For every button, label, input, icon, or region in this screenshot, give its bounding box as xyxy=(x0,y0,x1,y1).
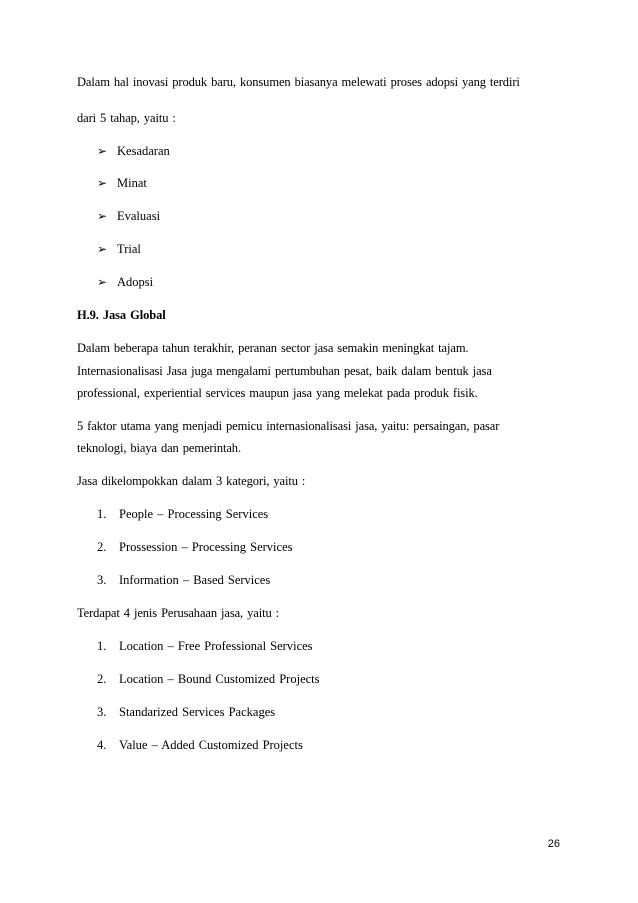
list-item xyxy=(97,704,275,720)
list-number: 3. xyxy=(97,573,107,587)
list-item-text: Value – Added Customized Projects xyxy=(119,738,303,752)
list-item-text: Evaluasi xyxy=(117,209,161,223)
types-intro: Terdapat 4 jenis Perusahaan jasa, yaitu : xyxy=(77,606,279,620)
arrow-bullet-icon: ➢ xyxy=(97,144,108,158)
paragraph-1-line-3: professional, experiential services maupun jasa yang melekat pada produk fisik. xyxy=(77,386,478,400)
list-item xyxy=(97,572,270,588)
list-item-text: Location – Free Professional Services xyxy=(119,639,313,653)
list-item xyxy=(97,506,268,522)
list-number: 1. xyxy=(97,507,107,521)
list-item-text: People – Processing Services xyxy=(119,507,269,521)
list-item-text: Minat xyxy=(117,176,147,190)
paragraph-2-line-2: teknologi, biaya dan pemerintah. xyxy=(77,441,241,455)
list-number: 2. xyxy=(97,672,107,686)
list-item-text: Adopsi xyxy=(117,275,154,289)
list-item xyxy=(97,274,153,290)
categories-intro: Jasa dikelompokkan dalam 3 kategori, yaitu : xyxy=(77,474,306,488)
list-number: 1. xyxy=(97,639,107,653)
list-item-text: Kesadaran xyxy=(117,144,170,158)
arrow-bullet-icon: ➢ xyxy=(97,275,108,289)
arrow-bullet-icon: ➢ xyxy=(97,176,108,190)
paragraph-1-line-1: Dalam beberapa tahun terakhir, peranan sector jasa semakin meningkat tajam. xyxy=(77,341,469,355)
list-item xyxy=(97,737,303,753)
list-number: 3. xyxy=(97,705,107,719)
list-item xyxy=(97,671,320,687)
page-number: 26 xyxy=(547,838,560,850)
list-number: 2. xyxy=(97,540,107,554)
list-item xyxy=(97,539,292,555)
intro-line-2: dari 5 tahap, yaitu : xyxy=(77,111,176,125)
list-item-text: Prossession – Processing Services xyxy=(119,540,293,554)
list-item-text: Trial xyxy=(117,242,141,256)
arrow-bullet-icon: ➢ xyxy=(97,242,108,256)
list-item xyxy=(97,143,170,159)
list-item xyxy=(97,175,147,191)
list-item xyxy=(97,241,141,257)
paragraph-2-line-1: 5 faktor utama yang menjadi pemicu internasionalisasi jasa, yaitu: persaingan, pasar xyxy=(77,419,500,433)
list-item-text: Location – Bound Customized Projects xyxy=(119,672,320,686)
section-heading: H.9. Jasa Global xyxy=(77,308,166,322)
list-item xyxy=(97,208,160,224)
list-number: 4. xyxy=(97,738,107,752)
list-item xyxy=(97,638,313,654)
intro-line-1: Dalam hal inovasi produk baru, konsumen biasanya melewati proses adopsi yang terdiri xyxy=(77,75,520,89)
arrow-bullet-icon: ➢ xyxy=(97,209,108,223)
paragraph-1-line-2: Internasionalisasi Jasa juga mengalami pertumbuhan pesat, baik dalam bentuk jasa xyxy=(77,364,492,378)
list-item-text: Information – Based Services xyxy=(119,573,271,587)
list-item-text: Standarized Services Packages xyxy=(119,705,276,719)
